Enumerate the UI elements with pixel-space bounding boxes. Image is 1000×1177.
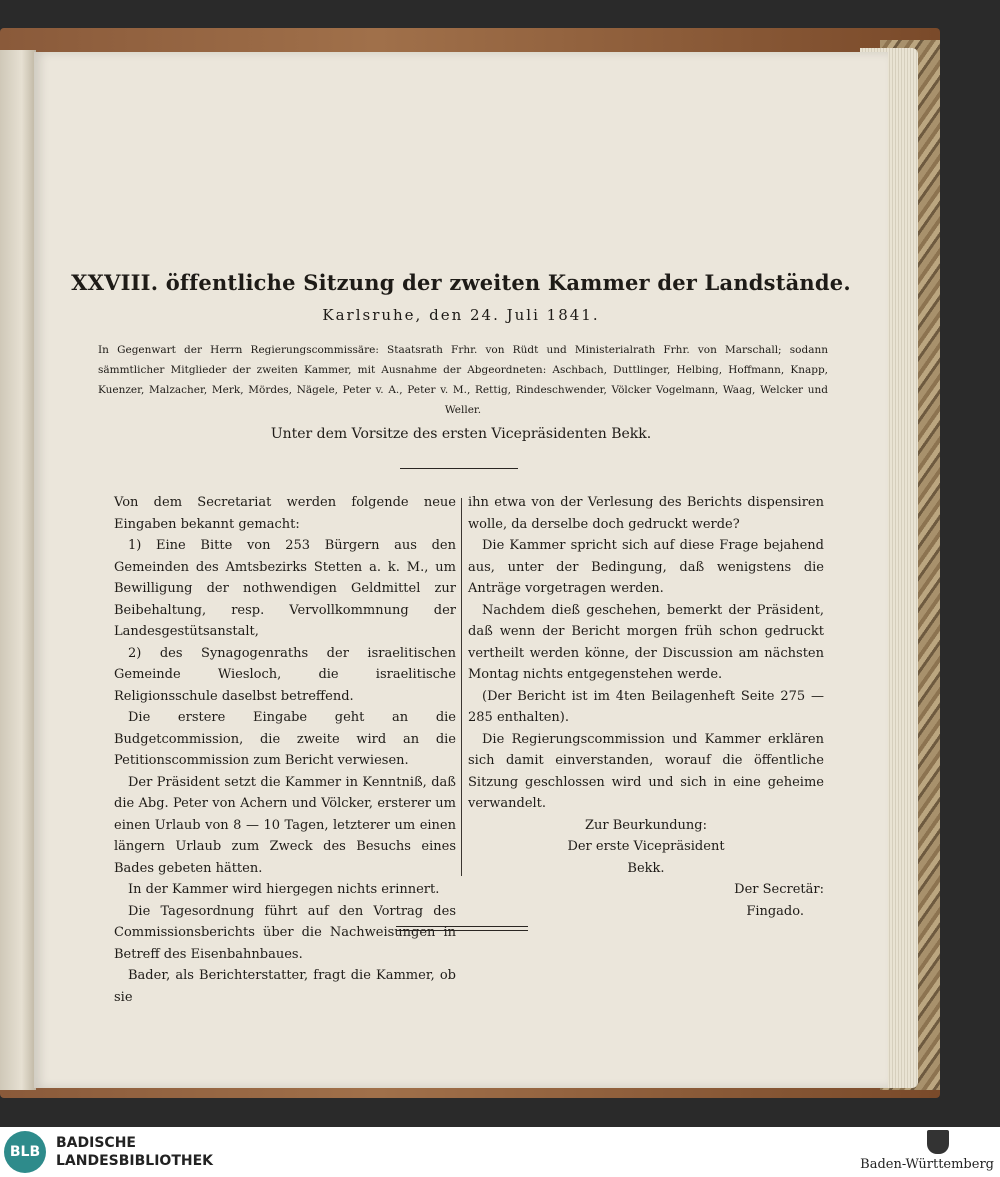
divider-rule xyxy=(400,468,518,469)
left-page-edge xyxy=(0,50,36,1090)
attestation-label: Zur Beurkundung: xyxy=(585,817,707,833)
institution-line-2: LANDESBIBLIOTHEK xyxy=(56,1153,214,1169)
right-column xyxy=(468,492,824,922)
vicepresident-name: Bekk. xyxy=(627,860,665,876)
footer-bar xyxy=(0,1127,1000,1177)
attendance-paragraph: In Gegenwart der Herrn Regierungscommissäre: Staatsrath Frhr. von Rüdt und Ministerialrath Frhr. von Marschall; sodann sämmtlicher Mitglieder der zweiten Kammer, mit Ausnahme der Abgeordneten: Aschbach, Duttlinger, Helbing, Hoffmann, Knapp, Kuenzer, Malzacher, Merk, Mördes, Nägele, Peter v. A., Peter v. M., Rettig, Rindeschwender, Völcker Vogelmann, Waag, Welcker und Weller. xyxy=(98,344,828,416)
secretary-name: Fingado. xyxy=(746,903,804,919)
region-label[interactable]: Baden-Württemberg xyxy=(860,1157,994,1172)
vicepresident-title: Der erste Vicepräsident xyxy=(567,839,725,854)
paragraph: Die Kammer spricht sich auf diese Frage bejahend aus, unter der Bedingung, daß wenigstens die Anträge vorgetragen werden. xyxy=(468,538,824,596)
column-divider xyxy=(461,498,462,876)
document-page xyxy=(34,52,888,1088)
blb-logo[interactable]: BLB xyxy=(4,1131,46,1173)
closing-rule-thin xyxy=(396,930,528,931)
institution-name[interactable] xyxy=(56,1134,213,1170)
chair-line: Unter dem Vorsitze des ersten Vicepräsidenten Bekk. xyxy=(270,426,652,442)
secretary-title: Der Secretär: xyxy=(734,882,824,897)
paragraph: Nachdem dieß geschehen, bemerkt der Präsident, daß wenn der Bericht morgen früh schon gedruckt vertheilt werden könne, der Discussion am nächsten Montag nichts entgegenstehen werde. xyxy=(468,602,824,682)
paragraph: Die erstere Eingabe geht an die Budgetcommission, die zweite wird an die Petitionscommission zum Bericht verwiesen. xyxy=(114,710,456,768)
page-content xyxy=(34,52,888,1088)
session-title: XXVIII. öffentliche Sitzung der zweiten Kammer der Landstände. xyxy=(71,270,851,295)
paragraph: ihn etwa von der Verlesung des Berichts dispensiren wolle, da derselbe doch gedruckt werde? xyxy=(468,495,824,532)
paragraph: (Der Bericht ist im 4ten Beilagenheft Seite 275 — 285 enthalten). xyxy=(468,688,824,725)
paragraph: Bader, als Berichterstatter, fragt die Kammer, ob sie xyxy=(114,968,456,1005)
paragraph: Die Regierungscommission und Kammer erklären sich damit einverstanden, worauf die öffentliche Sitzung geschlossen wird und sich in eine geheime verwandelt. xyxy=(468,731,824,811)
paragraph: Der Präsident setzt die Kammer in Kenntniß, daß die Abg. Peter von Achern und Völcker, ersterer um einen Urlaub von 8 — 10 Tagen, letzterer um einen längern Urlaub zum Zweck des Besuchs eines Bades gebeten hätten. xyxy=(114,774,456,876)
closing-rule xyxy=(396,926,528,927)
coat-of-arms-icon xyxy=(927,1130,949,1154)
paragraph: In der Kammer wird hiergegen nichts erinnert. xyxy=(128,882,440,897)
dateline: Karlsruhe, den 24. Juli 1841. xyxy=(322,306,600,324)
paragraph: 2) des Synagogenraths der israelitischen Gemeinde Wiesloch, die israelitische Religionsschule daselbst betreffend. xyxy=(114,645,456,704)
paragraph: Die Tagesordnung führt auf den Vortrag des Commissionsberichts über die Nachweisungen in Betreff des Eisenbahnbaues. xyxy=(114,903,456,962)
institution-line-1: BADISCHE xyxy=(56,1135,136,1151)
paragraph: Von dem Secretariat werden folgende neue Eingaben bekannt gemacht: xyxy=(114,495,456,532)
paragraph: 1) Eine Bitte von 253 Bürgern aus den Gemeinden des Amtsbezirks Stetten a. k. M., um Bewilligung der nothwendigen Geldmittel zur Beibehaltung, resp. Vervollkommnung der Landesgestütsanstalt, xyxy=(114,538,456,639)
